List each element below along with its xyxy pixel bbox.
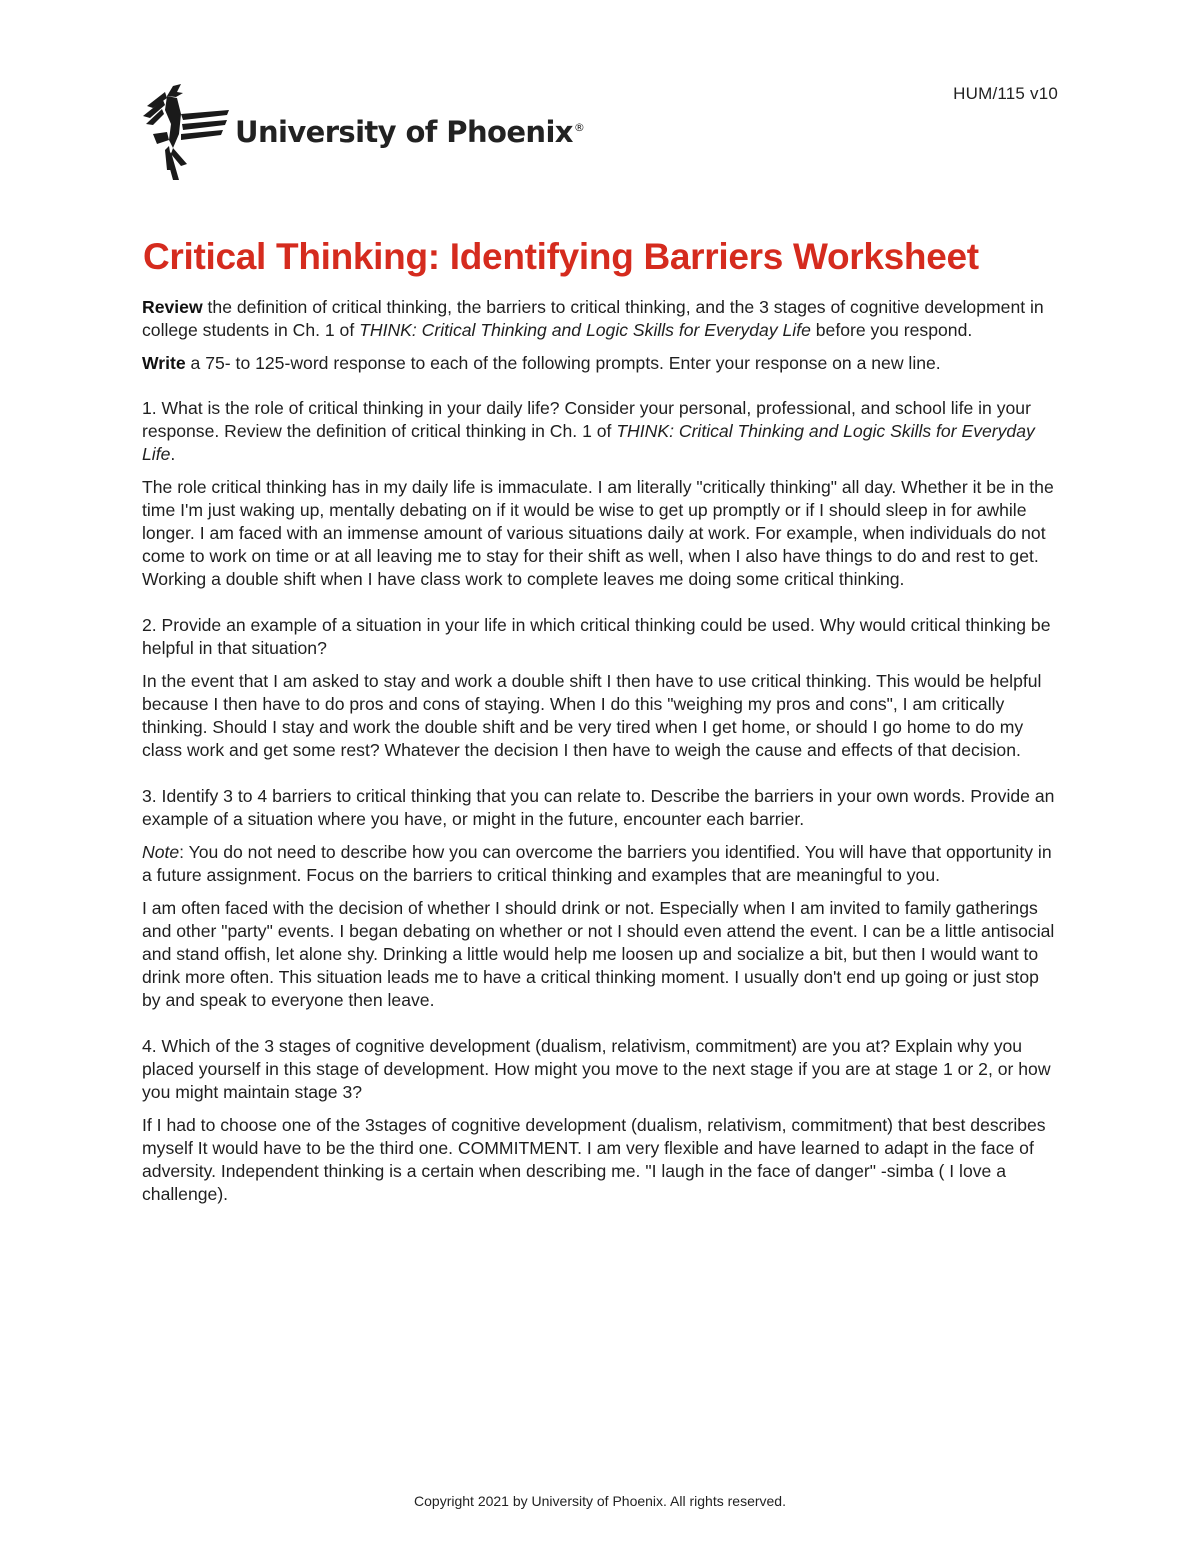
question-3-answer: I am often faced with the decision of whether I should drink or not. Especially when I am invited to family gatherings and other "party" events. I began debating on whether or not I should even attend the event. I can be a little antisocial and stand offish, let alone shy. Drinking a little would help me loosen up and socialize a bit, but then I would want to drink more often. This situation leads me to have a critical thinking moment. I usually don't end up going or just stop by and speak to everyone then leave. [142,898,1055,1010]
question-4-answer: If I had to choose one of the 3stages of cognitive development (dualism, relativism, commitment) that best describes myself It would have to be the third one. COMMITMENT. I am very flexible and have learned to adapt in the face of adversity. Independent thinking is a certain when describing me. "I laugh in the face of danger" -simba ( I love a challenge). [142,1115,1046,1204]
write-lead: Write [142,353,186,373]
write-instructions [142,352,1062,375]
question-1-prompt [142,397,1062,466]
page-title: Critical Thinking: Identifying Barriers Worksheet [143,236,979,277]
q1-book-title: THINK: Critical Thinking and Logic Skills for Everyday Life [142,421,1035,464]
university-logo [143,84,584,180]
copyright-footer: Copyright 2021 by University of Phoenix. All rights reserved. [414,1493,786,1509]
note-label: Note [142,842,180,862]
review-text-1: the definition of critical thinking, the barriers to critical thinking, and the 3 stages of cognitive development in college students in Ch. 1 of [142,297,1044,340]
review-book-title: THINK: Critical Thinking and Logic Skills for Everyday Life [359,320,811,340]
course-code: HUM/115 v10 [953,84,1058,103]
question-4-prompt: 4. Which of the 3 stages of cognitive development (dualism, relativism, commitment) are you at? Explain why you placed yourself in this stage of development. How might you move to the next stage if you are at stage 1 or 2, or how you might maintain stage 3? [142,1036,1051,1102]
review-instructions [142,296,1062,342]
note-text: : You do not need to describe how you can overcome the barriers you identified. You will have that opportunity in a future assignment. Focus on the barriers to critical thinking and examples that are meaningful to you. [142,842,1052,885]
phoenix-bird-icon [143,84,229,180]
write-text: a 75- to 125-word response to each of the following prompts. Enter your response on a new line. [185,353,941,373]
question-1-answer: The role critical thinking has in my daily life is immaculate. I am literally "critically thinking" all day. Whether it be in the time I'm just waking up, mentally debating on if it would be wise to get up promptly or if I should sleep in for awhile longer. I am faced with an immense amount of various situations daily at work. For example, when individuals do not come to work on time or at all leaving me to stay for their shift as well, when I also have things to do and rest to get. Working a double shift when I have class work to complete leaves me doing some critical thinking. [142,477,1054,589]
q1-prompt-text: 1. What is the role of critical thinking in your daily life? Consider your personal, professional, and school life in your response. Review the definition of critical thinking in Ch. 1 of [142,398,1031,441]
question-3-prompt: 3. Identify 3 to 4 barriers to critical thinking that you can relate to. Describe the barriers in your own words. Provide an example of a situation where you have, or might in the future, encounter each barrier. [142,786,1055,829]
q1-prompt-end: . [170,444,176,464]
review-text-2: before you respond. [810,320,973,340]
question-3-note [142,841,1062,887]
logo-wordmark [235,115,584,149]
logo-name: University of Phoenix [235,115,573,149]
review-lead: Review [142,297,203,317]
question-2-answer: In the event that I am asked to stay and work a double shift I then have to use critical thinking. This would be helpful because I then have to do pros and cons of staying. When I do this "weighing my pros and cons", I am critically thinking. Should I stay and work the double shift and be very tired when I get home, or should I go home to do my class work and get some rest? Whatever the decision I then have to weigh the cause and effects of that decision. [142,671,1042,760]
worksheet-body [142,296,1062,1206]
registered-mark: ® [573,121,585,134]
question-2-prompt: 2. Provide an example of a situation in your life in which critical thinking could be used. Why would critical thinking be helpful in that situation? [142,615,1051,658]
